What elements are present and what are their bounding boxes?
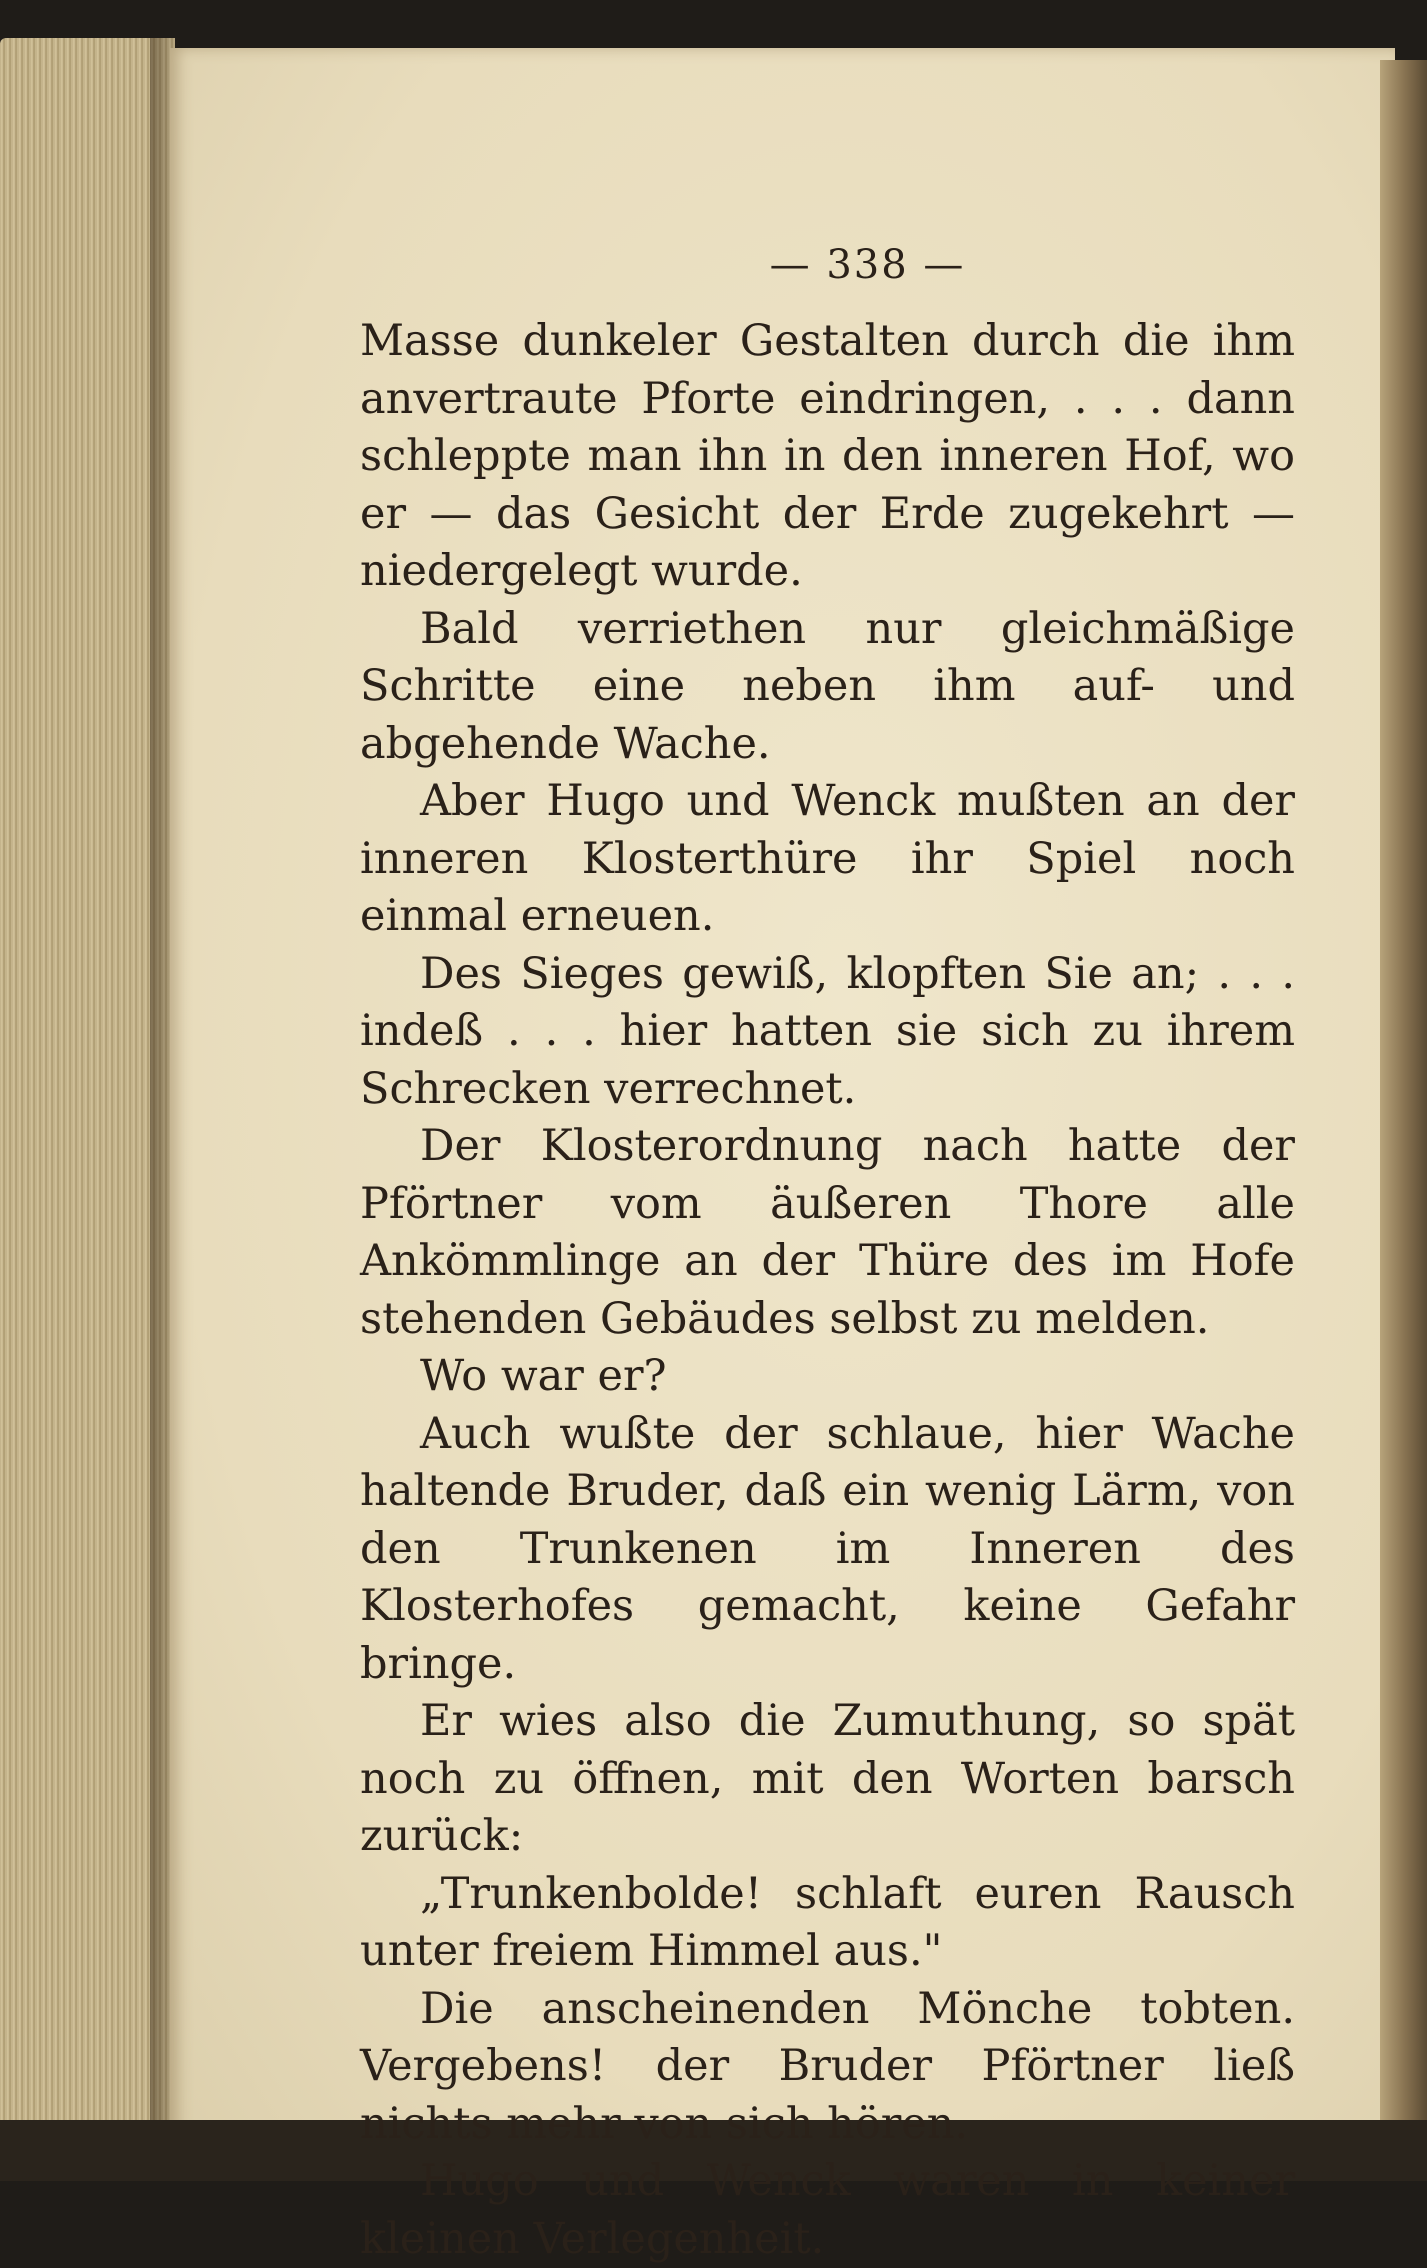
paragraph-7: Auch wußte der schlaue, hier Wache haltende Bruder, daß ein wenig Lärm, von den Trunkenen im Inneren des Klosterhofes gemacht, keine Gefahr bringe. [360,1408,1295,1689]
paragraph-6: Wo war er? [420,1351,667,1401]
paragraph-1: Masse dunkeler Gestalten durch die ihm anvertraute Pforte eindringen, . . . dann schleppte man ihn in den inneren Hof, wo er — das Gesicht der Erde zugekehrt — niedergelegt wurde. [360,316,1295,596]
book-page-edges [0,38,175,2146]
paragraph-4: Des Sieges gewiß, klopften Sie an; . . . indeß . . . hier hatten sie sich zu ihrem Schrecken verrechnet. [360,948,1295,1114]
book-right-edge [1380,60,1427,2140]
paragraph-3: Aber Hugo und Wenck mußten an der inneren Klosterthüre ihr Spiel noch einmal erneuen. [360,776,1295,941]
paragraph-2: Bald verriethen nur gleichmäßige Schritte eine neben ihm auf- und abgehende Wache. [360,603,1295,769]
page-text-block [360,235,1295,2268]
paragraph-5: Der Klosterordnung nach hatte der Pförtner vom äußeren Thore alle Ankömmlinge an der Thüre des im Hofe stehenden Gebäudes selbst zu melden. [360,1121,1295,1344]
paragraph-8: Er wies also die Zumuthung, so spät noch zu öffnen, mit den Worten barsch zurück: [360,1696,1295,1861]
page-number: — 338 — [769,242,966,288]
paragraph-10: Die anscheinenden Mönche tobten. Vergebens! der Bruder Pförtner ließ nichts mehr von sich hören. [360,1983,1295,2149]
paragraph-11: Hugo und Wenck waren in keiner kleinen Verlegenheit. [360,2156,1295,2264]
paragraph-9: „Trunkenbolde! schlaft euren Rausch unter freiem Himmel aus." [360,1868,1295,1976]
